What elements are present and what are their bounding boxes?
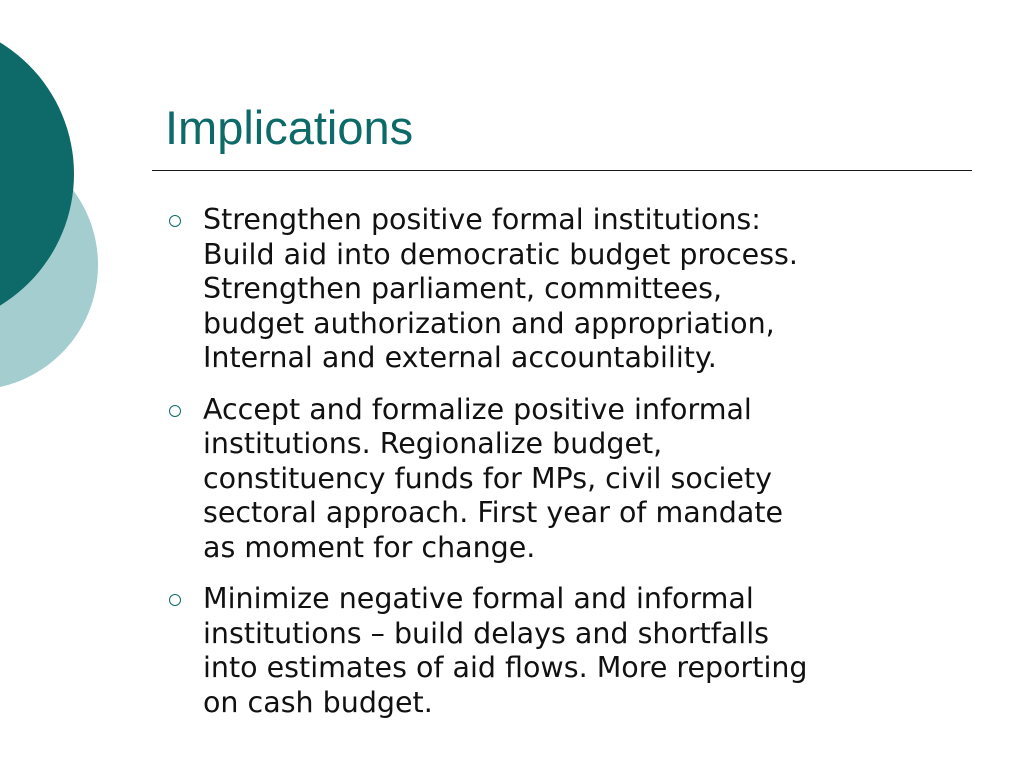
bullet-item — [162, 393, 968, 566]
bullet-line: on cash budget. — [203, 685, 433, 719]
hollow-circle-bullet-icon — [169, 405, 181, 417]
bullet-line: sectoral approach. First year of mandate — [203, 496, 784, 529]
bullet-list — [162, 203, 968, 737]
bullet-line: as moment for change. — [203, 530, 536, 564]
bullet-line: into estimates of aid flows. More reporting — [203, 651, 808, 684]
bullet-line: institutions – build delays and shortfalls — [203, 616, 769, 650]
hollow-circle-bullet-icon — [169, 594, 181, 606]
bullet-line: constituency funds for MPs, civil society — [203, 461, 772, 495]
bullet-line: Strengthen positive formal institutions: — [203, 203, 761, 236]
title-divider — [152, 170, 972, 171]
bullet-item — [162, 203, 968, 376]
bullet-line: Internal and external accountability. — [203, 341, 717, 374]
bullet-line: Minimize negative formal and informal — [203, 582, 754, 615]
bullet-line: budget authorization and appropriation, — [203, 306, 775, 340]
bullet-line: Accept and formalize positive informal — [203, 392, 752, 426]
bullet-item — [162, 582, 968, 720]
bullet-line: institutions. Regionalize budget, — [203, 427, 663, 460]
bullet-line: Build aid into democratic budget process. — [203, 237, 798, 271]
slide-title: Implications — [165, 101, 414, 154]
hollow-circle-bullet-icon — [169, 215, 181, 227]
bullet-line: Strengthen parliament, committees, — [203, 272, 723, 305]
